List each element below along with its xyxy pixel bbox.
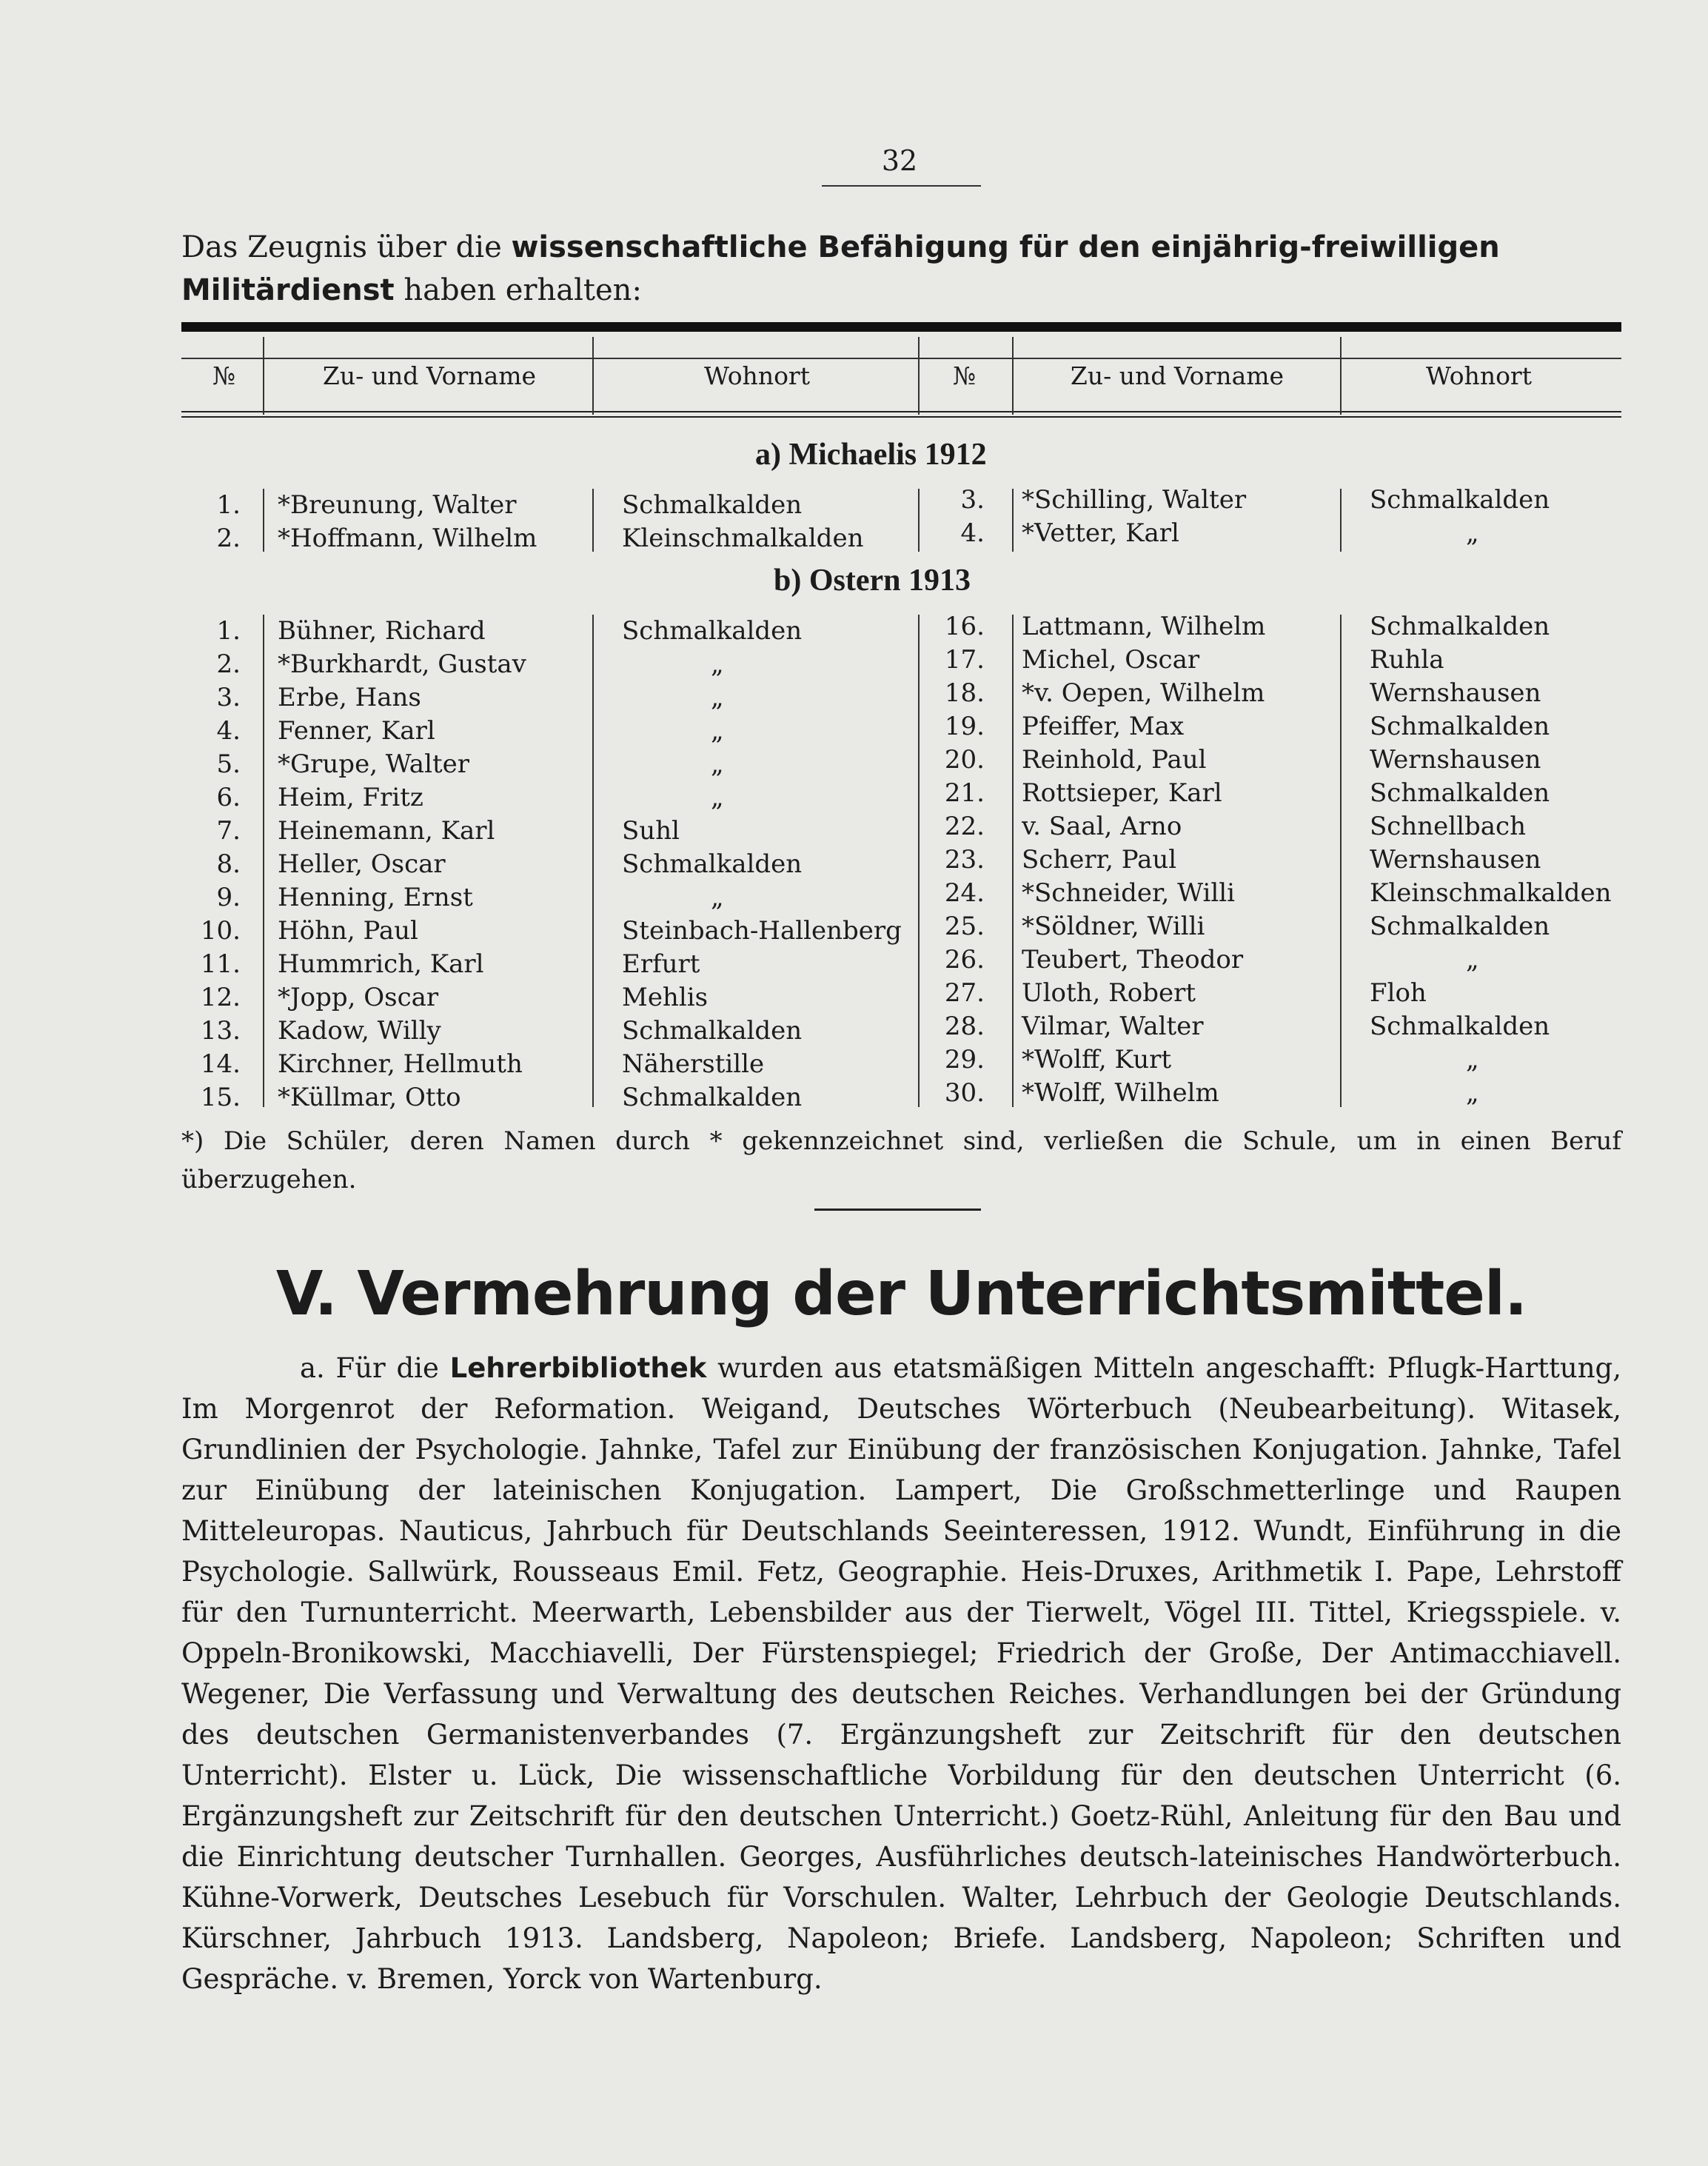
row-place: Wernshausen	[1370, 845, 1541, 875]
paragraph-lead-bold: Lehrerbibliothek	[449, 1352, 707, 1384]
row-place: Schnellbach	[1370, 812, 1526, 841]
row-name: Bühner, Richard	[278, 616, 486, 646]
paragraph-text: wurden aus etatsmäßigen Mitteln angeschafft: Pflugk-Harttung, Im Morgenrot der Reformation. Weigand, Deutsches Wörterbuch (Neubearbeitung). Witasek, Grundlinien der Psychologie. Jahnke, Tafel zur Einübung der französischen Konjugation. Jahnke, Tafel zur Einübung der lateinischen Konjugation. Lampert, Die Großschmetterlinge und Raupen Mitteleuropas. Nauticus, Jahrbuch für Deutschlands Seeinteressen, 1912. Wundt, Einführung in die Psychologie. Sallwürk, Rousseaus Emil. Fetz, Geographie. Heis-Druxes, Arithmetik I. Pape, Lehrstoff für den Turnunterricht. Meerwarth, Lebensbilder aus der Tierwelt, Vögel III. Tittel, Kriegsspiele. v. Oppeln-Bronikowski, Macchiavelli, Der Fürstenspiegel; Friedrich der Große, Der Antimacchiavell. Wegener, Die Verfassung und Verwaltung des deutschen Reiches. Verhandlungen bei der Gründung des deutschen Germanistenverbandes (7. Ergänzungsheft zur Zeitschrift für den deutschen Unterricht). Elster u. Lück, Die wissenschaftliche Vorbildung für den deutschen Unterricht (6. Ergänzungsheft zur Zeitschrift für den deutschen Unterricht.) Goetz-Rühl, Anleitung für den Bau und die Einrichtung deutscher Turnhallen. Georges, Ausführliches deutsch-lateinisches Handwörterbuch. Kühne-Vorwerk, Deutsches Lesebuch für Vorschulen. Walter, Lehrbuch der Geologie Deutschlands. Kürschner, Jahrbuch 1913. Landsberg, Napoleon; Briefe. Landsberg, Napoleon; Schriften und Gespräche. v. Bremen, Yorck von Wartenburg.	[181, 1352, 1621, 1995]
row-name: Teubert, Theodor	[1022, 945, 1244, 975]
table-row	[922, 912, 1621, 945]
row-number: 14.	[200, 1049, 241, 1079]
row-place: Mehlis	[622, 983, 709, 1012]
intro-text	[181, 226, 1621, 312]
row-number: 27.	[944, 978, 985, 1008]
table-row	[922, 845, 1621, 878]
row-place: „	[711, 716, 724, 746]
row-name: *Burkhardt, Gustav	[278, 649, 526, 679]
row-place: Erfurt	[622, 949, 700, 979]
row-number: 19.	[944, 712, 985, 741]
footnote: *) Die Schüler, deren Namen durch * gekennzeichnet sind, verließen die Schule, um in einen Beruf überzugehen.	[181, 1126, 1621, 1194]
col-header-name-left: Zu- und Vorname	[322, 361, 537, 390]
row-place: Wernshausen	[1370, 745, 1541, 775]
table-row	[922, 945, 1621, 978]
row-name: Vilmar, Walter	[1022, 1012, 1204, 1041]
row-number: 2.	[216, 649, 241, 679]
row-place: Suhl	[622, 816, 680, 846]
row-name: *Schilling, Walter	[1022, 485, 1247, 515]
row-place: Schmalkalden	[1370, 612, 1550, 641]
row-name: Lattmann, Wilhelm	[1022, 612, 1266, 641]
section-heading-michaelis: a) Michaelis 1912	[755, 438, 987, 472]
row-place: „	[1466, 945, 1479, 975]
row-number: 18.	[944, 678, 985, 708]
intro-pre: Das Zeugnis über die	[181, 230, 512, 264]
row-name: v. Saal, Arno	[1022, 812, 1182, 841]
col-header-name-right: Zu- und Vorname	[1070, 361, 1285, 390]
row-number: 5.	[216, 749, 241, 779]
row-number: 22.	[944, 812, 985, 841]
row-place: Schmalkalden	[622, 849, 803, 879]
table-row	[181, 1016, 922, 1049]
row-number: 26.	[944, 945, 985, 975]
table-double-rule-1	[181, 411, 1621, 412]
table-row	[181, 916, 922, 949]
table-row	[181, 490, 922, 524]
table-row	[922, 612, 1621, 645]
row-name: Hummrich, Karl	[278, 949, 484, 979]
row-name: Höhn, Paul	[278, 916, 418, 946]
row-number: 23.	[944, 845, 985, 875]
table-header-rule	[181, 358, 1621, 359]
table-row	[181, 983, 922, 1016]
row-number: 10.	[200, 916, 241, 946]
row-number: 30.	[944, 1078, 985, 1108]
table-row	[922, 1078, 1621, 1112]
table-row	[922, 518, 1621, 552]
row-number: 1.	[216, 616, 241, 646]
row-name: *Wolff, Kurt	[1022, 1045, 1172, 1074]
table-row	[181, 883, 922, 916]
row-name: Erbe, Hans	[278, 683, 421, 712]
row-name: *Jopp, Oscar	[278, 983, 439, 1012]
row-number: 4.	[960, 518, 985, 548]
row-place: „	[711, 883, 724, 912]
col-header-num-right: №	[952, 361, 977, 390]
row-number: 13.	[200, 1016, 241, 1046]
table-row	[922, 645, 1621, 678]
row-name: Uloth, Robert	[1022, 978, 1196, 1008]
col-divider	[1012, 337, 1014, 415]
row-place: „	[711, 683, 724, 712]
row-name: Rottsieper, Karl	[1022, 778, 1222, 808]
row-name: *Grupe, Walter	[278, 749, 469, 779]
row-number: 12.	[200, 983, 241, 1012]
row-place: Wernshausen	[1370, 678, 1541, 708]
table-row	[922, 712, 1621, 745]
row-name: Pfeiffer, Max	[1022, 712, 1185, 741]
row-place: „	[1466, 518, 1479, 548]
row-place: Steinbach-Hallenberg	[622, 916, 902, 946]
separator-rule	[814, 1209, 981, 1211]
table-row	[181, 649, 922, 683]
table-top-rule	[181, 322, 1621, 332]
row-number: 4.	[216, 716, 241, 746]
row-name: *v. Oepen, Wilhelm	[1022, 678, 1265, 708]
page-number-rule	[822, 185, 981, 187]
row-number: 20.	[944, 745, 985, 775]
row-name: Heim, Fritz	[278, 783, 423, 812]
col-header-place-right: Wohnort	[1426, 361, 1532, 390]
table-row	[181, 616, 922, 649]
row-name: Heller, Oscar	[278, 849, 446, 879]
row-place: „	[711, 783, 724, 812]
row-place: Näherstille	[622, 1049, 765, 1079]
table-row	[922, 1012, 1621, 1045]
table-row	[922, 1045, 1621, 1078]
row-place: Floh	[1370, 978, 1427, 1008]
row-place: Schmalkalden	[622, 1083, 803, 1112]
col-header-place-left: Wohnort	[704, 361, 810, 390]
row-place: Schmalkalden	[622, 490, 803, 520]
row-place: Kleinschmalkalden	[622, 523, 864, 553]
col-divider	[1340, 337, 1342, 415]
row-place: Schmalkalden	[1370, 1012, 1550, 1041]
table-double-rule-2	[181, 416, 1621, 418]
row-place: Schmalkalden	[1370, 912, 1550, 941]
table-row	[181, 524, 922, 557]
row-name: *Breunung, Walter	[278, 490, 517, 520]
table-row	[922, 485, 1621, 518]
paragraph-lead: a. Für die	[300, 1352, 450, 1384]
row-place: Schmalkalden	[622, 616, 803, 646]
table-row	[181, 1083, 922, 1116]
row-name: Kirchner, Hellmuth	[278, 1049, 523, 1079]
library-paragraph	[181, 1348, 1621, 1999]
row-name: Fenner, Karl	[278, 716, 435, 746]
row-number: 17.	[944, 645, 985, 675]
row-number: 8.	[216, 849, 241, 879]
row-place: Schmalkalden	[1370, 778, 1550, 808]
row-place: „	[1466, 1045, 1479, 1074]
row-name: *Wolff, Wilhelm	[1022, 1078, 1219, 1108]
row-place: Ruhla	[1370, 645, 1444, 675]
row-name: Henning, Ernst	[278, 883, 473, 912]
col-header-num-left: №	[212, 361, 236, 390]
row-number: 3.	[960, 485, 985, 515]
row-number: 25.	[944, 912, 985, 941]
row-number: 1.	[216, 490, 241, 520]
row-number: 2.	[216, 523, 241, 553]
table-row	[922, 745, 1621, 778]
row-number: 21.	[944, 778, 985, 808]
row-place: Schmalkalden	[622, 1016, 803, 1046]
row-number: 7.	[216, 816, 241, 846]
row-place: „	[711, 649, 724, 679]
row-number: 16.	[944, 612, 985, 641]
row-place: „	[1466, 1078, 1479, 1108]
table-row	[922, 812, 1621, 845]
row-name: Heinemann, Karl	[278, 816, 495, 846]
row-name: *Söldner, Willi	[1022, 912, 1205, 941]
row-place: Kleinschmalkalden	[1370, 878, 1612, 908]
row-place: Schmalkalden	[1370, 485, 1550, 515]
table-row	[922, 778, 1621, 812]
table-row	[181, 783, 922, 816]
table-row	[181, 849, 922, 883]
row-number: 28.	[944, 1012, 985, 1041]
row-place: „	[711, 749, 724, 779]
row-number: 24.	[944, 878, 985, 908]
col-divider	[263, 337, 264, 415]
row-name: Kadow, Willy	[278, 1016, 441, 1046]
col-divider	[918, 337, 920, 415]
page-number: 32	[881, 144, 918, 177]
table-row	[922, 878, 1621, 912]
table-row	[181, 949, 922, 983]
row-number: 6.	[216, 783, 241, 812]
row-number: 15.	[200, 1083, 241, 1112]
section-title: V. Vermehrung der Unterrichtsmittel.	[275, 1259, 1527, 1329]
row-number: 3.	[216, 683, 241, 712]
row-name: Reinhold, Paul	[1022, 745, 1207, 775]
row-name: Scherr, Paul	[1022, 845, 1177, 875]
table-row	[922, 678, 1621, 712]
row-number: 11.	[200, 949, 241, 979]
row-place: Schmalkalden	[1370, 712, 1550, 741]
section-heading-ostern: b) Ostern 1913	[774, 564, 971, 598]
row-number: 29.	[944, 1045, 985, 1074]
table-row	[181, 749, 922, 783]
table-row	[181, 816, 922, 849]
body-text	[181, 1348, 1621, 1999]
row-name: Michel, Oscar	[1022, 645, 1200, 675]
table-row	[922, 978, 1621, 1012]
table-row	[181, 683, 922, 716]
intro-bold: wissenschaftliche Befähigung für den einjährig-freiwilligen Militärdienst	[181, 230, 1500, 307]
row-name: *Hoffmann, Wilhelm	[278, 523, 537, 553]
row-number: 9.	[216, 883, 241, 912]
col-divider	[592, 337, 594, 415]
table-row	[181, 716, 922, 749]
table-row	[181, 1049, 922, 1083]
row-name: *Schneider, Willi	[1022, 878, 1235, 908]
intro-post: haben erhalten:	[394, 273, 642, 307]
row-name: *Küllmar, Otto	[278, 1083, 461, 1112]
row-name: *Vetter, Karl	[1022, 518, 1179, 548]
